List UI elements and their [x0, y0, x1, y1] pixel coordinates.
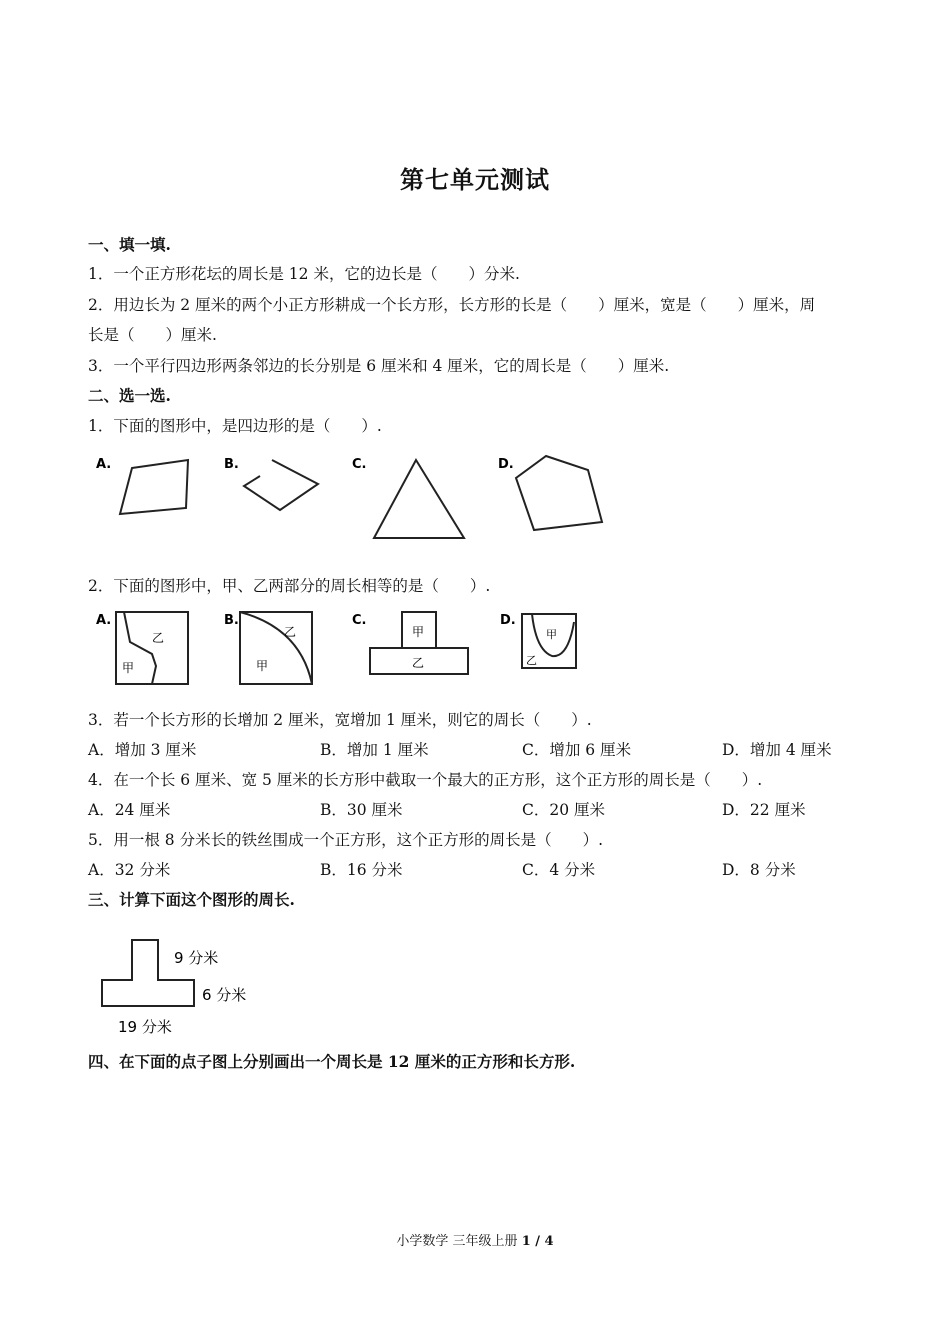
section-4-heading: 四、在下面的点子图上分别画出一个周长是 12 厘米的正方形和长方形.	[88, 1052, 576, 1071]
s1-question-2-line-2: 长是（ ）厘米.	[88, 326, 217, 344]
figure-b-curve	[240, 612, 312, 684]
s2-question-1: 1．下面的图形中，是四边形的是（ ）.	[88, 417, 382, 435]
page-title: 第七单元测试	[400, 165, 550, 194]
s2-q4-option-d: D．22 厘米	[722, 801, 806, 819]
t-shape-figure	[100, 936, 300, 1046]
shape-b-open-figure	[244, 460, 318, 510]
figure-a-yi: 乙	[152, 631, 165, 645]
shape-c-triangle	[374, 460, 464, 538]
t-shape-label-top: 9 分米	[174, 949, 219, 967]
figure-d-label: D.	[500, 613, 516, 628]
s2-question-3: 3．若一个长方形的长增加 2 厘米，宽增加 1 厘米，则它的周长（ ）.	[88, 711, 592, 729]
figure-a-label: A.	[96, 613, 112, 628]
shape-a-label: A.	[96, 457, 112, 472]
t-shape-label-bottom: 19 分米	[118, 1018, 172, 1036]
figure-b-label: B.	[224, 613, 239, 628]
footer-total-pages: 4	[544, 1234, 554, 1249]
s1-question-2-line-1: 2．用边长为 2 厘米的两个小正方形耕成一个长方形，长方形的长是（ ）厘米，宽是（ ）厘米，周	[88, 296, 816, 314]
footer-text: 小学数学 三年级上册	[396, 1234, 518, 1249]
figure-b-jia: 甲	[256, 659, 269, 673]
s2-q3-option-b: B．增加 1 厘米	[320, 741, 429, 759]
figure-d-yi: 乙	[526, 654, 537, 667]
quadrilateral-options-figure	[90, 448, 650, 548]
s2-q5-option-a: A．32 分米	[88, 861, 171, 879]
shape-d-label: D.	[498, 457, 514, 472]
s2-q3-option-c: C．增加 6 厘米	[522, 741, 632, 759]
page-footer	[0, 1230, 950, 1249]
section-1-heading: 一、填一填.	[88, 235, 171, 254]
s2-q3-option-d: D．增加 4 厘米	[722, 741, 832, 759]
s1-question-1: 1．一个正方形花坛的周长是 12 米，它的边长是（ ）分米.	[88, 265, 520, 283]
footer-separator: /	[530, 1234, 545, 1249]
perimeter-comparison-figure	[90, 606, 610, 696]
shape-d-pentagon	[516, 456, 602, 530]
s2-q4-option-b: B．30 厘米	[320, 801, 403, 819]
figure-a-jia: 甲	[122, 661, 135, 675]
s2-question-2: 2．下面的图形中，甲、乙两部分的周长相等的是（ ）.	[88, 577, 491, 595]
figure-c-yi: 乙	[412, 656, 425, 670]
section-2-heading: 二、选一选.	[88, 386, 171, 405]
s2-q4-option-a: A．24 厘米	[88, 801, 171, 819]
s2-q5-option-c: C．4 分米	[522, 861, 596, 879]
footer-page-number: 1	[521, 1234, 531, 1249]
figure-c-jia: 甲	[412, 625, 425, 639]
s2-q4-option-c: C．20 厘米	[522, 801, 606, 819]
s2-question-5: 5．用一根 8 分米长的铁丝围成一个正方形，这个正方形的周长是（ ）.	[88, 831, 604, 849]
figure-d-jia: 甲	[546, 628, 557, 641]
t-shape-label-side: 6 分米	[202, 986, 247, 1004]
s1-question-3: 3．一个平行四边形两条邻边的长分别是 6 厘米和 4 厘米，它的周长是（ ）厘米.	[88, 357, 670, 375]
shape-a-quadrilateral	[120, 460, 188, 514]
shape-c-label: C.	[352, 457, 367, 472]
figure-b-square	[240, 612, 312, 684]
shape-b-label: B.	[224, 457, 239, 472]
figure-c-label: C.	[352, 613, 367, 628]
s2-q5-option-b: B．16 分米	[320, 861, 403, 879]
s2-question-4: 4．在一个长 6 厘米、宽 5 厘米的长方形中截取一个最大的正方形，这个正方形的周长是（ ）.	[88, 771, 763, 789]
section-3-heading: 三、计算下面这个图形的周长.	[88, 890, 295, 909]
s2-q5-option-d: D．8 分米	[722, 861, 796, 879]
figure-b-yi: 乙	[284, 625, 297, 639]
s2-q3-option-a: A．增加 3 厘米	[88, 741, 197, 759]
